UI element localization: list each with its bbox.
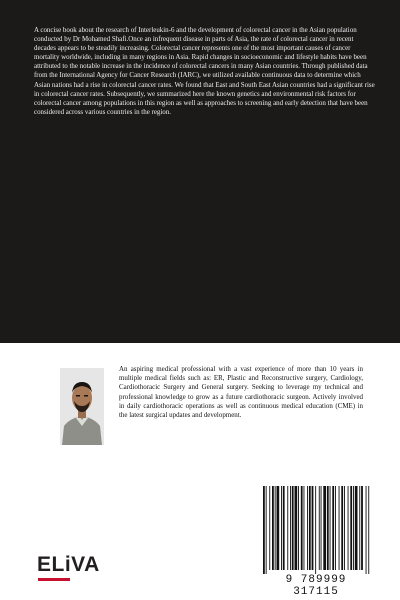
barcode-bar	[350, 486, 352, 570]
barcode-bar	[263, 486, 265, 574]
barcode-bar	[355, 486, 358, 570]
barcode-bar	[283, 486, 285, 570]
author-photo	[60, 368, 104, 445]
isbn-number: 9 789999 317115	[285, 574, 347, 598]
barcode-bar	[319, 486, 320, 570]
barcode-bar	[272, 486, 274, 570]
barcode-bar	[348, 486, 349, 570]
barcode-bar	[312, 486, 314, 570]
barcode-bar	[266, 486, 267, 574]
barcode-bar	[327, 486, 329, 570]
barcode-bar	[332, 486, 334, 570]
barcode-bar	[341, 486, 343, 570]
barcode-bar	[344, 486, 345, 570]
back-cover-bottom-panel	[0, 343, 400, 600]
barcode-bar	[287, 486, 288, 570]
publisher-logo-accent	[38, 578, 70, 581]
barcode-bar	[292, 486, 294, 570]
barcode-bar	[295, 486, 298, 570]
barcode-bar	[359, 486, 360, 570]
publisher-logo	[37, 553, 100, 593]
barcode-bar	[366, 486, 367, 574]
barcode-bar	[323, 486, 326, 570]
book-blurb: A concise book about the research of Interleukin-6 and the development of colorectal cancer in the Asian population conducted by Dr Mohamed Shafi.Once an infrequent disease in parts of Asia, the rate of colorectal cancer in recent decades appears to be steadily increasing. Colorectal cancer represents one of the most important causes of cancer mortality worldwide, including in many regions in Asia. Rapid changes in socioeconomic and lifestyle habits have been attributed to the notable increase in the incidence of colorectal cancers in many Asian countries. Through published data from the International Agency for Cancer Research (IARC), we utilized available continuous data to determine which Asian nations had a rise in colorectal cancer rates. We found that East and South East Asian countries had a significant rise in colorectal cancer rates. Subsequently, we summarized here the known genetics and environmental risk factors for colorectal cancer among populations in this region as well as approaches to screening and early detection that have been considered across various countries in the region.	[34, 26, 375, 116]
barcode-bar	[339, 486, 340, 570]
barcode-bar	[275, 486, 276, 570]
barcode-bar	[368, 486, 369, 574]
barcode-bar	[353, 486, 354, 570]
barcode-bar	[281, 486, 282, 570]
barcode-bar	[290, 486, 291, 570]
barcode-bar	[269, 486, 270, 570]
barcode-bar	[315, 486, 316, 574]
author-bio: An aspiring medical professional with a vast experience of more than 10 years in multiple medical fields such as: ER, Plastic and Reconstructive surgery, Cardiology, Cardiothoracic Surgery and General surgery. Seeking to leverage my technical and professional knowledge to grow as a future cardiothoracic surgeon. Actively involved in daily cardiothoracic operations as well as continuous medical education (CME) in the latest surgical updates and development.	[119, 365, 363, 420]
barcode-bar	[307, 486, 308, 570]
barcode-bar	[330, 486, 331, 570]
barcode-bar	[309, 486, 311, 570]
barcode-bar	[301, 486, 303, 570]
publisher-logo-text: ELiVA	[37, 553, 100, 576]
barcode-bar	[335, 486, 336, 570]
barcode-bars	[259, 484, 373, 574]
barcode-bar	[304, 486, 305, 570]
barcode-bar	[298, 486, 299, 570]
barcode-bar	[361, 486, 363, 570]
isbn-barcode	[259, 484, 373, 598]
barcode-bar	[321, 486, 322, 570]
barcode-bar	[277, 486, 280, 570]
